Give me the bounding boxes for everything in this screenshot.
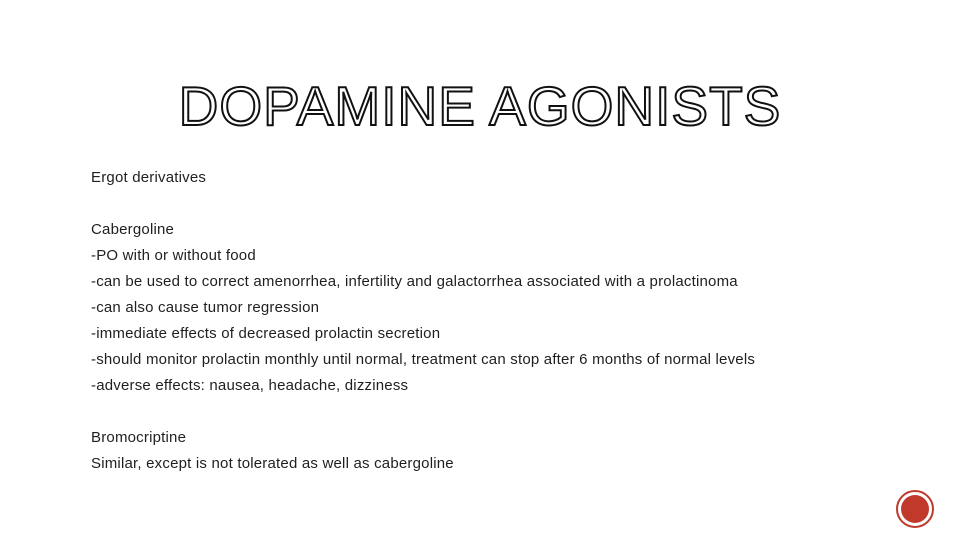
body-line-monitor-prolactin: -should monitor prolactin monthly until normal, treatment can stop after 6 months of normal levels [91,351,756,368]
body-spacer [91,399,891,425]
body-spacer [91,191,891,217]
body-line-po-food: -PO with or without food [91,247,256,264]
body-line-bromocriptine-note: Similar, except is not tolerated as well as cabergoline [91,455,454,472]
slide-title: DOPAMINE AGONISTS [178,75,782,137]
slide-body [91,165,891,477]
body-line-ergot-derivatives: Ergot derivatives [91,169,207,186]
body-line-adverse-effects: -adverse effects: nausea, headache, dizziness [91,377,409,394]
badge-inner-dot [901,495,929,523]
circle-badge-icon[interactable] [896,490,934,528]
body-line-amenorrhea: -can be used to correct amenorrhea, infertility and galactorrhea associated with a prolactinoma [91,273,738,290]
body-line-prolactin-secretion: -immediate effects of decreased prolactin secretion [91,325,441,342]
body-line-cabergoline-heading: Cabergoline [91,221,175,238]
body-line-tumor-regression: -can also cause tumor regression [91,299,320,316]
body-line-bromocriptine-heading: Bromocriptine [91,429,187,446]
